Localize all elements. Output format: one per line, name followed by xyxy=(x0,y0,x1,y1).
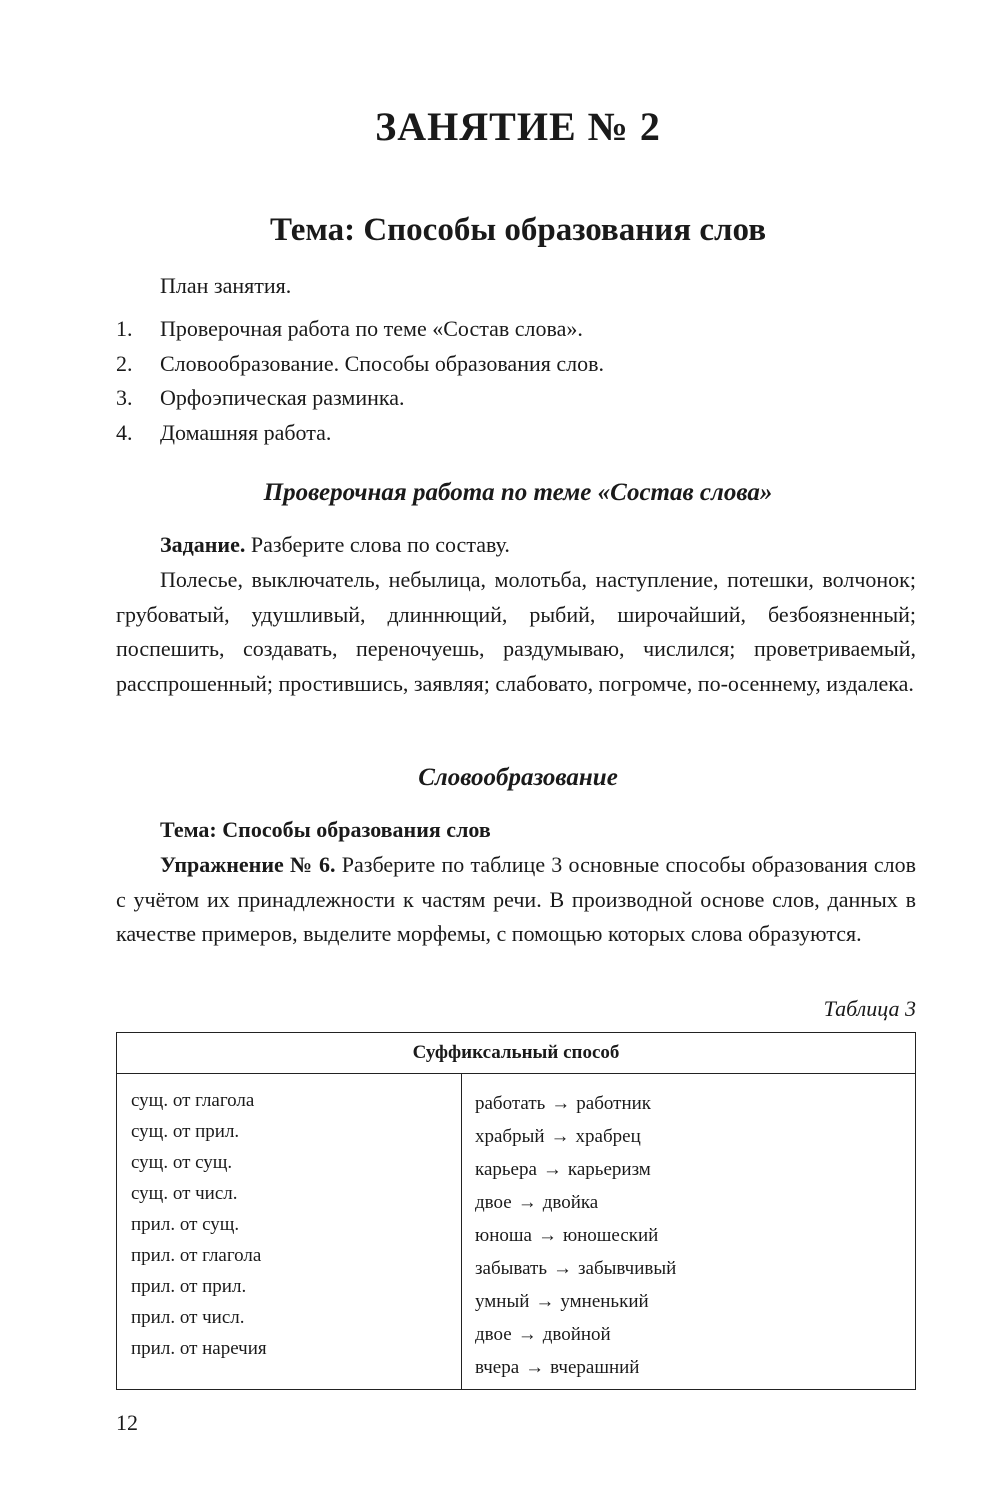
exercise-paragraph xyxy=(116,848,916,952)
table-cell: прил. от прил. xyxy=(131,1276,247,1297)
plan-item xyxy=(116,312,604,347)
plan-item-text: Словообразование. Способы образования слов. xyxy=(160,350,604,376)
section-topic: Тема: Способы образования слов xyxy=(160,817,491,842)
table-cell: прил. от числ. xyxy=(131,1307,245,1328)
table-header: Суффиксальный способ xyxy=(117,1033,915,1074)
example-row: двое → двойной xyxy=(475,1324,611,1345)
plan-item xyxy=(116,381,604,416)
exercise-label: Упражнение № 6. xyxy=(160,852,336,877)
example-row: работать → работник xyxy=(475,1093,652,1114)
page-number: 12 xyxy=(116,1410,138,1435)
plan-item xyxy=(116,416,604,451)
table-cell: сущ. от числ. xyxy=(131,1183,238,1204)
plan-item xyxy=(116,347,604,382)
table-cell: сущ. от глагола xyxy=(131,1090,255,1111)
arrow-right-icon: → xyxy=(542,1159,562,1180)
table-column-divider xyxy=(461,1073,462,1389)
plan-item-text: Домашняя работа. xyxy=(160,419,332,445)
table-left-column xyxy=(131,1085,267,1364)
arrow-right-icon: → xyxy=(551,1093,571,1114)
table-cell: прил. от глагола xyxy=(131,1245,262,1266)
table-right-column xyxy=(475,1087,676,1384)
arrow-right-icon: → xyxy=(537,1225,557,1246)
example-row: карьера → карьеризм xyxy=(475,1159,651,1180)
table-cell: сущ. от прил. xyxy=(131,1121,240,1142)
exercise-text: Разберите по таблице 3 основные способы образования слов с учётом их принадлежности к частям речи. В производной основе слов, данных в качестве примеров, выделите морфемы, с помощью которых слова образуются. xyxy=(116,852,916,946)
plan-item-text: Орфоэпическая разминка. xyxy=(160,385,405,410)
section-title-word-formation: Словообразование xyxy=(418,764,618,791)
plan-item-text: Проверочная работа по теме «Состав слова». xyxy=(160,316,583,341)
arrow-right-icon: → xyxy=(525,1357,545,1378)
table-caption: Таблица 3 xyxy=(823,996,916,1021)
plan-list xyxy=(116,312,604,450)
plan-label: План занятия. xyxy=(160,273,292,298)
plan-item-number: 1. xyxy=(116,316,133,341)
example-row: вчера → вчерашний xyxy=(475,1357,640,1378)
plan-item-number: 3. xyxy=(116,385,133,410)
example-row: умный → умненький xyxy=(475,1291,649,1312)
task-label: Задание. xyxy=(160,532,246,557)
plan-item-number: 2. xyxy=(116,350,133,376)
arrow-right-icon: → xyxy=(517,1324,537,1345)
task-text: Разберите слова по составу. xyxy=(245,532,510,557)
example-row: храбрый → храбрец xyxy=(475,1126,641,1147)
example-row: забывать → забывчивый xyxy=(475,1258,677,1279)
plan-item-number: 4. xyxy=(116,419,133,445)
arrow-right-icon: → xyxy=(517,1192,537,1213)
task-paragraph xyxy=(116,528,916,563)
example-row: двое → двойка xyxy=(475,1192,599,1213)
arrow-right-icon: → xyxy=(553,1258,573,1279)
arrow-right-icon: → xyxy=(535,1291,555,1312)
table-cell: прил. от сущ. xyxy=(131,1214,240,1235)
formation-table xyxy=(116,1032,916,1390)
example-row: юноша → юношеский xyxy=(475,1225,659,1246)
section-title-test: Проверочная работа по теме «Состав слова» xyxy=(263,479,773,506)
table-cell: прил. от наречия xyxy=(131,1338,267,1359)
lesson-topic: Тема: Способы образования слов xyxy=(269,212,767,248)
arrow-right-icon: → xyxy=(550,1126,570,1147)
table-cell: сущ. от сущ. xyxy=(131,1152,233,1173)
lesson-title: ЗАНЯТИЕ № 2 xyxy=(375,104,661,149)
words-paragraph: Полесье, выключатель, небылица, молотьба, наступление, потешки, волчонок; грубоватый, удушливый, длиннющий, рыбий, широчайший, безбоязненный; поспешить, создавать, переночуешь, раздумываю, числился; проветриваемый, расспрошенный; простившись, заявляя; слабовато, погромче, по-осеннему, издалека. xyxy=(116,567,916,696)
